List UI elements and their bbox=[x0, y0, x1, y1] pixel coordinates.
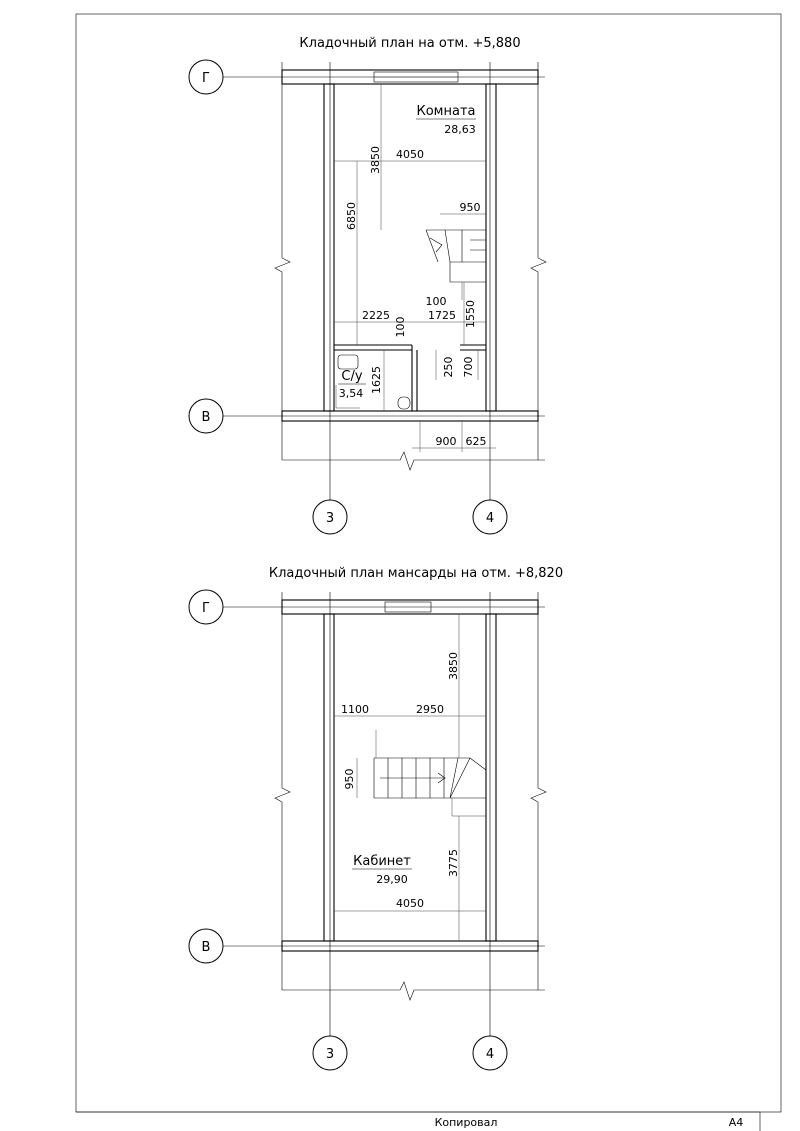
dim-950: 950 bbox=[459, 201, 481, 214]
dim-4050: 4050 bbox=[396, 148, 424, 161]
dim-1725: 1725 bbox=[428, 309, 456, 322]
washbasin bbox=[338, 355, 358, 369]
dim-1550: 1550 bbox=[464, 300, 477, 328]
axis-label-4: 4 bbox=[485, 511, 495, 526]
dim-3775: 3775 bbox=[447, 849, 460, 877]
dim-2950: 2950 bbox=[416, 703, 444, 716]
plan-2 bbox=[189, 566, 563, 1070]
dim-950-2: 950 bbox=[343, 768, 356, 790]
stair-2 bbox=[374, 758, 486, 816]
wall-left bbox=[324, 84, 334, 411]
dim-6850: 6850 bbox=[345, 202, 358, 230]
dim-625: 625 bbox=[465, 435, 487, 448]
room-area-komnata: 28,63 bbox=[444, 123, 476, 136]
stamp-format: А4 bbox=[728, 1116, 744, 1129]
axis-label-g: Г bbox=[202, 71, 210, 86]
plan-2-title: Кладочный план мансарды на отм. +8,820 bbox=[268, 566, 564, 581]
dim-3850: 3850 bbox=[369, 146, 382, 174]
axis-label-v-2: В bbox=[201, 940, 211, 955]
axis-label-4-2: 4 bbox=[485, 1047, 495, 1062]
break-line-left bbox=[275, 62, 290, 460]
toilet bbox=[398, 397, 410, 409]
dim-1100: 1100 bbox=[341, 703, 369, 716]
dim-1625: 1625 bbox=[370, 366, 383, 394]
axis-label-g-2: Г bbox=[202, 601, 210, 616]
stair-1 bbox=[426, 230, 486, 300]
break-line-right bbox=[531, 62, 546, 460]
wall-left-2 bbox=[324, 614, 334, 941]
room-area-su: 3,54 bbox=[338, 387, 364, 400]
room-name-kabinet: Кабинет bbox=[353, 854, 411, 869]
wall-right-2 bbox=[486, 614, 496, 941]
sheet-frame bbox=[76, 14, 781, 1112]
dim-250: 250 bbox=[442, 356, 455, 378]
stamp-copied: Копировал bbox=[434, 1116, 498, 1129]
break-line-bottom bbox=[282, 452, 545, 470]
axis-label-3-2: 3 bbox=[325, 1047, 335, 1062]
room-area-kabinet: 29,90 bbox=[376, 873, 408, 886]
axis-label-3: 3 bbox=[325, 511, 335, 526]
dim-700: 700 bbox=[462, 356, 475, 378]
dim-2225: 2225 bbox=[362, 309, 390, 322]
dim-100-side: 100 bbox=[394, 316, 407, 338]
plan-1-title: Кладочный план на отм. +5,880 bbox=[299, 36, 521, 51]
plan-1 bbox=[189, 36, 546, 534]
dim-100-top: 100 bbox=[425, 295, 447, 308]
room-name-su: С/у bbox=[341, 369, 363, 384]
dim-3850-2: 3850 bbox=[447, 652, 460, 680]
room-name-komnata: Комната bbox=[416, 104, 476, 119]
axis-label-v: В bbox=[201, 410, 211, 425]
dim-4050-2: 4050 bbox=[396, 897, 424, 910]
wall-right bbox=[486, 84, 496, 411]
dim-900: 900 bbox=[435, 435, 457, 448]
